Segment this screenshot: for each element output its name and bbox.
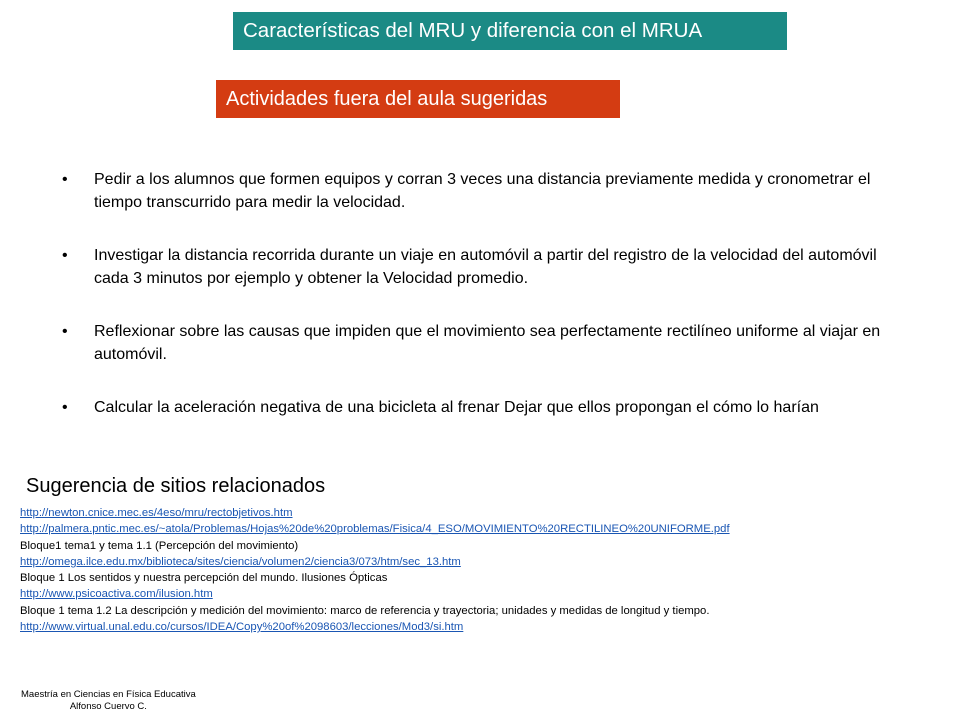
site-description: Bloque 1 Los sentidos y nuestra percepción del mundo. Ilusiones Ópticas: [20, 572, 388, 585]
site-link[interactable]: http://www.virtual.unal.edu.co/cursos/IDEA/Copy%20of%2098603/lecciones/Mod3/si.htm: [20, 621, 464, 634]
activity-text: Pedir a los alumnos que formen equipos y corran 3 veces una distancia previamente medida y cronometrar el tiempo transcurrido para medir la velocidad.: [94, 171, 871, 211]
activities-banner: Actividades fuera del aula sugeridas: [216, 80, 620, 118]
list-item: [62, 244, 882, 290]
activities-list: [62, 168, 882, 449]
footer-program: Maestría en Ciencias en Física Educativa: [21, 689, 196, 700]
activity-text: Calcular la aceleración negativa de una bicicleta al frenar Dejar que ellos propongan el cómo lo harían: [94, 399, 819, 416]
title-banner: Características del MRU y diferencia con el MRUA: [233, 12, 787, 50]
site-description: Bloque1 tema1 y tema 1.1 (Percepción del movimiento): [20, 539, 299, 552]
list-item: [62, 320, 882, 366]
site-link[interactable]: http://newton.cnice.mec.es/4eso/mru/rectobjetivos.htm: [20, 507, 293, 519]
bullet-icon: •: [62, 323, 68, 340]
activity-text: Reflexionar sobre las causas que impiden que el movimiento sea perfectamente rectilíneo uniforme al viajar en automóvil.: [94, 323, 881, 363]
bullet-icon: •: [62, 399, 68, 416]
site-link[interactable]: http://palmera.pntic.mec.es/~atola/Problemas/Hojas%20de%20problemas/Fisica/4_ESO/MOVIMIENTO%20RECTILINEO%20UNIFORME.pdf: [20, 523, 730, 536]
list-item: [62, 396, 882, 419]
activity-text: Investigar la distancia recorrida durante un viaje en automóvil a partir del registro de la velocidad del automóvil cada 3 minutos por ejemplo y obtener la Velocidad promedio.: [94, 247, 877, 287]
site-description: Bloque 1 tema 1.2 La descripción y medición del movimiento: marco de referencia y trayectoria; unidades y medidas de longitud y tiempo.: [20, 604, 710, 617]
footer-author: Alfonso Cuervo C.: [69, 701, 147, 712]
site-link[interactable]: http://omega.ilce.edu.mx/biblioteca/sites/ciencia/volumen2/ciencia3/073/htm/sec_13.htm: [20, 555, 461, 568]
bullet-icon: •: [62, 247, 68, 264]
sites-heading: Sugerencia de sitios relacionados: [26, 475, 326, 497]
sites-list: [20, 505, 940, 635]
bullet-icon: •: [62, 171, 68, 188]
site-link[interactable]: http://www.psicoactiva.com/ilusion.htm: [20, 588, 213, 601]
list-item: [62, 168, 882, 214]
footer-credit: [21, 689, 196, 713]
